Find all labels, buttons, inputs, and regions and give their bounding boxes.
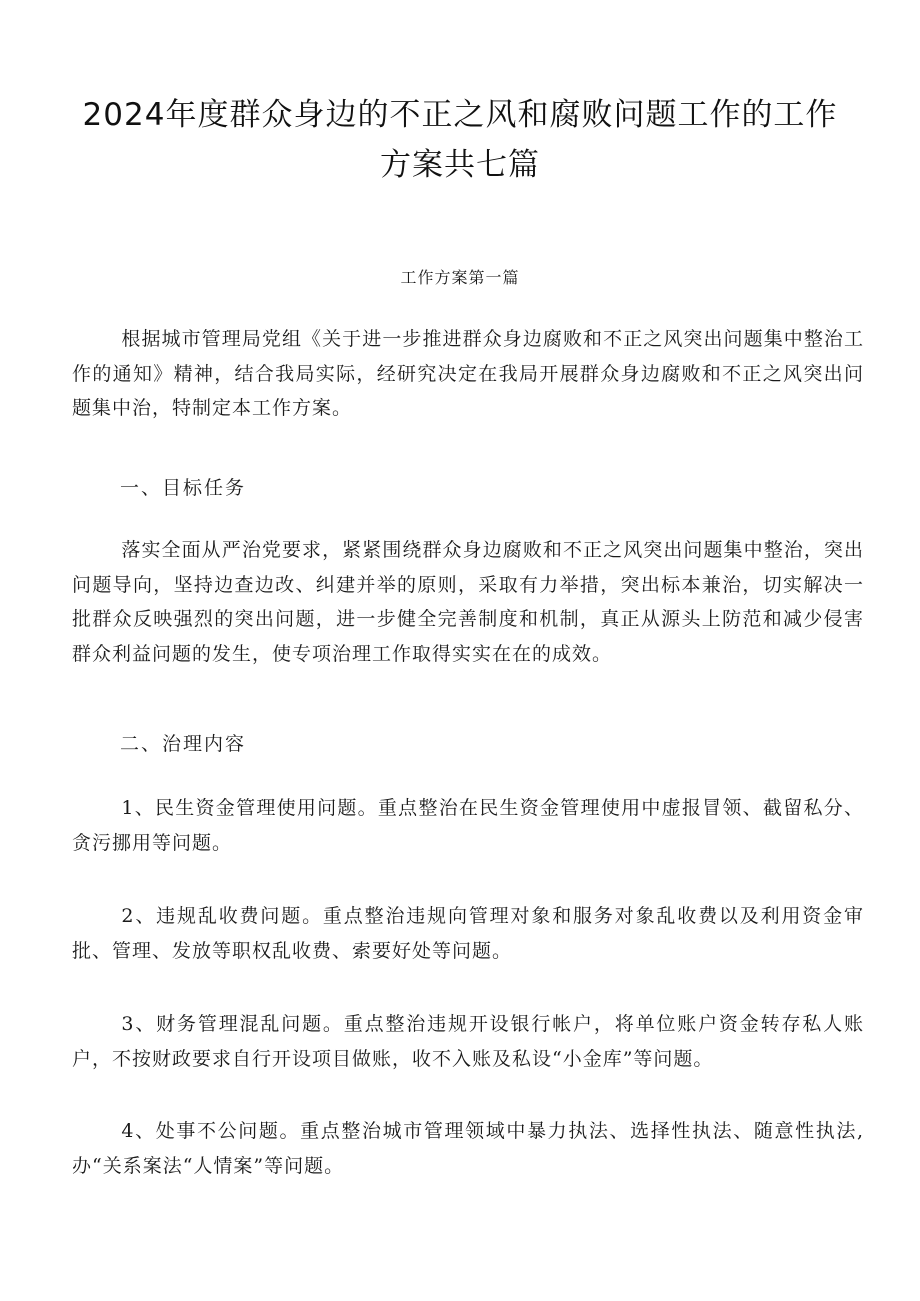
goals-paragraph: 落实全面从严治党要求，紧紧围绕群众身边腐败和不正之风突出问题集中整治，突出问题导向，坚持边查边改、纠建并举的原则，采取有力举措，突出标本兼治，切实解决一批群众反映强烈的突出问题，进一步健全完善制度和机制，真正从源头上防范和减少侵害群众利益问题的发生，使专项治理工作取得实实在在的成效。 [72, 539, 864, 665]
list-item: 4、处事不公问题。重点整治城市管理领域中暴力执法、选择性执法、随意性执法,办“关系案法“人情案”等问题。 [72, 1120, 864, 1177]
list-item: 2、违规乱收费问题。重点整治违规向管理对象和服务对象乱收费以及利用资金审批、管理、发放等职权乱收费、索要好处等问题。 [72, 905, 864, 962]
intro-paragraph: 根据城市管理局党组《关于进一步推进群众身边腐败和不正之风突出问题集中整治工作的通知》精神，结合我局实际，经研究决定在我局开展群众身边腐败和不正之风突出问题集中治，特制定本工作方案。 [72, 328, 864, 419]
heading-goals: 一、目标任务 [120, 477, 247, 499]
list-item: 1、民生资金管理使用问题。重点整治在民生资金管理使用中虚报冒领、截留私分、贪污挪用等问题。 [72, 797, 864, 854]
heading-governance: 二、治理内容 [120, 733, 247, 755]
document-title: 2024年度群众身边的不正之风和腐败问题工作的工作方案共七篇 [82, 97, 838, 183]
list-item: 3、财务管理混乱问题。重点整治违规开设银行帐户，将单位账户资金转存私人账户，不按财政要求自行开设项目做账，收不入账及私设“小金库”等问题。 [72, 1013, 864, 1070]
section-title: 工作方案第一篇 [400, 268, 520, 287]
